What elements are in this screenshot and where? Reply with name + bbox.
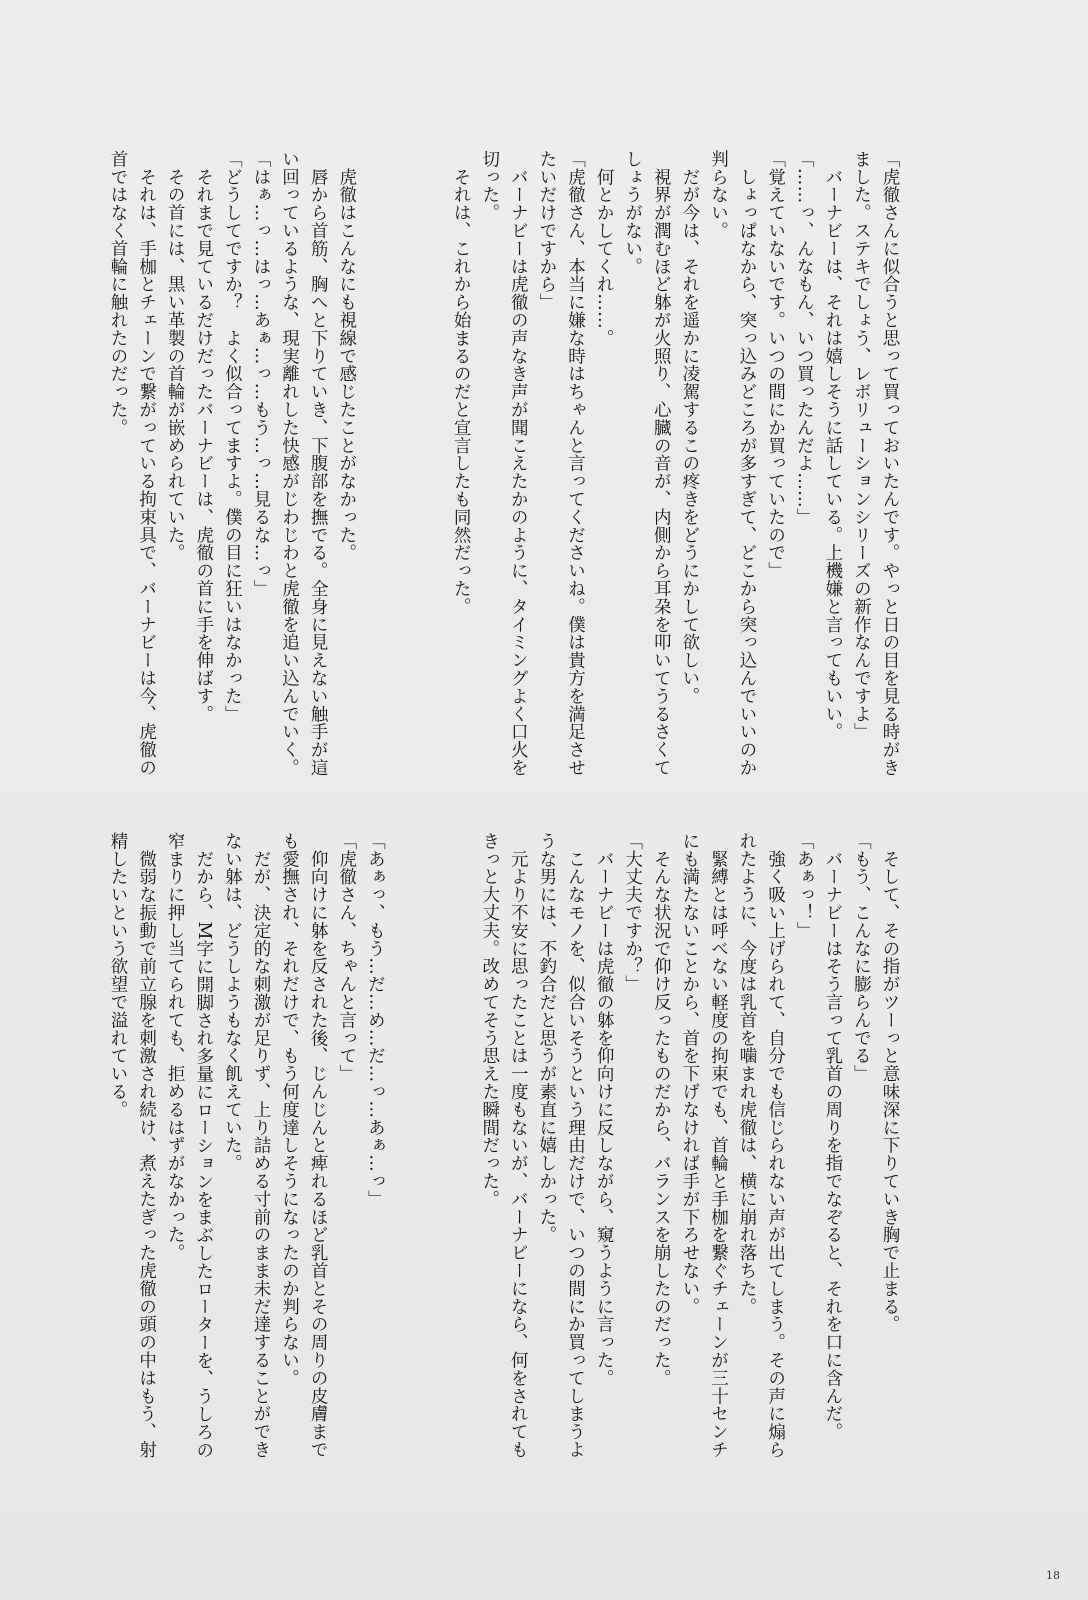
text-line: 首ではなく首輪に触れたのだった。 (107, 150, 128, 437)
text-line: い回っているような、現実離れした快感がじわじわと虎徹を追い込んでいく。 (279, 150, 300, 777)
text-line: だが、決定的な刺激が足りず、上り詰める寸前のまま未だ達することができ (250, 832, 271, 1459)
text-line: 判らない。 (708, 150, 729, 240)
text-line: たいだけですから」 (536, 150, 557, 312)
text-line (418, 832, 447, 1482)
text-line: 「はぁ…っ…はっ…あぁ…っ…もう…っ…見るな…っ」 (250, 150, 271, 598)
text-line: 「……っ、んなもん、いつ買ったんだよ……」 (794, 150, 815, 526)
text-line: そして、その指がツーっと意味深に下りていき胸で止まる。 (880, 832, 900, 1334)
text-line (389, 150, 418, 800)
text-line: それは、これから始まるのだと宣言したも同然だった。 (451, 150, 472, 616)
text-line: きっと大丈夫。改めてそう思えた瞬間だった。 (479, 832, 500, 1208)
text-block-lower (103, 832, 904, 1482)
text-line: 何とかしてくれ……。 (594, 150, 615, 347)
text-line: 視界が潤むほど躰が火照り、心臓の音が、内側から耳朶を叩いてうるさくて (651, 150, 672, 777)
text-line: バーナビーは、それは嬉しそうに話している。上機嫌と言ってもいい。 (822, 150, 843, 741)
text-line: にも満たないことから、首を下げなければ手が下ろせない。 (679, 832, 700, 1316)
text-line: しょっぱなから、突っ込みどころが多すぎて、どこから突っ込んでいいのか (737, 150, 758, 777)
text-line: 「どうしてですか？ よく似合ってますよ。僕の目に狂いはなかった」 (222, 150, 243, 723)
text-line: だが今は、それを遥かに凌駕するこの疼きをどうにかして欲しい。 (679, 150, 700, 705)
text-line: うな男には、不釣合だと思うが素直に嬉しかった。 (536, 832, 557, 1244)
text-line: だから、M字に開脚され多量にローションをまぶしたローターを、うしろの (193, 832, 214, 1459)
text-line (389, 832, 418, 1482)
text-line: も愛撫され、それだけで、もう何度達しそうになったのか判らない。 (279, 832, 300, 1387)
text-line: それまで見ているだけだったバーナビーは、虎徹の首に手を伸ばす。 (193, 150, 214, 723)
text-line: 「虎徹さん、ちゃんと言って」 (336, 832, 357, 1083)
text-line: バーナビーはそう言って乳首の周りを指でなぞると、それを口に含んだ。 (822, 832, 843, 1441)
text-line (418, 150, 447, 800)
text-line: 「もう、こんなに膨らんでる」 (851, 832, 872, 1083)
text-line: バーナビーは虎徹の声なき声が聞こえたかのように、タイミングよく口火を (508, 150, 529, 777)
text-line: 「虎徹さん、本当に嫌な時はちゃんと言ってくださいね。僕は貴方を満足させ (565, 150, 586, 777)
text-line: 強く吸い上げられて、自分でも信じられない声が出てしまう。その声に煽ら (765, 832, 786, 1459)
text-line (447, 832, 476, 1482)
text-block-upper (103, 150, 904, 800)
text-line: 虎徹はこんなにも視線で感じたことがなかった。 (336, 150, 357, 562)
text-line: 「覚えていないです。いつの間にか買っていたので」 (765, 150, 786, 580)
text-line: その首には、黒い革製の首輪が嵌められていた。 (165, 150, 186, 562)
text-line: 仰向けに躰を反された後、じんじんと痺れるほど乳首とその周りの皮膚まで (308, 832, 329, 1459)
text-line: 唇から首筋、胸へと下りていき、下腹部を撫でる。全身に見えない触手が這 (308, 150, 329, 777)
text-line: 切った。 (479, 150, 500, 222)
text-line: しょうがない。 (622, 150, 643, 276)
text-line: 「大丈夫ですか？」 (622, 832, 643, 994)
text-line: 「虎徹さんに似合うと思って買っておいたんです。やっと日の目を見る時がき (880, 150, 900, 777)
text-line: ました。ステキでしょう、レボリューションシリーズの新作なんですよ」 (851, 150, 872, 741)
text-line: 「あぁっ、もう…だ…め…だ…っ…あぁ…っ」 (365, 832, 386, 1208)
text-line: 窄まりに押し当てられても、拒めるはずがなかった。 (165, 832, 186, 1262)
text-line: そんな状況で仰け反ったものだから、バランスを崩したのだった。 (651, 832, 672, 1387)
text-line: 元より不安に思ったことは一度もないが、バーナビーになら、何をされても (508, 832, 529, 1459)
text-line: 微弱な振動で前立腺を刺激され続け、煮えたぎった虎徹の頭の中はもう、射 (136, 832, 157, 1459)
text-line: 「あぁっ！」 (794, 832, 815, 940)
text-line: ない躰は、どうしようもなく飢えていた。 (222, 832, 243, 1173)
text-line: 精したいという欲望で溢れている。 (107, 832, 128, 1119)
text-line (361, 150, 390, 800)
page-number: 18 (1046, 1569, 1060, 1582)
text-line: それは、手枷とチェーンで繋がっている拘束具で、バーナビーは今、虎徹の (136, 150, 157, 777)
text-line: バーナビーは虎徹の躰を仰向けに反しながら、窺うように言った。 (594, 832, 615, 1387)
text-line: れたように、今度は乳首を噛まれ虎徹は、横に崩れ落ちた。 (737, 832, 758, 1316)
text-line: こんなモノを、似合いそうという理由だけで、いつの間にか買ってしまうよ (565, 832, 586, 1459)
text-line: 緊縛とは呼べない軽度の拘束でも、首輪と手枷を繋ぐチェーンが三十センチ (708, 832, 729, 1459)
